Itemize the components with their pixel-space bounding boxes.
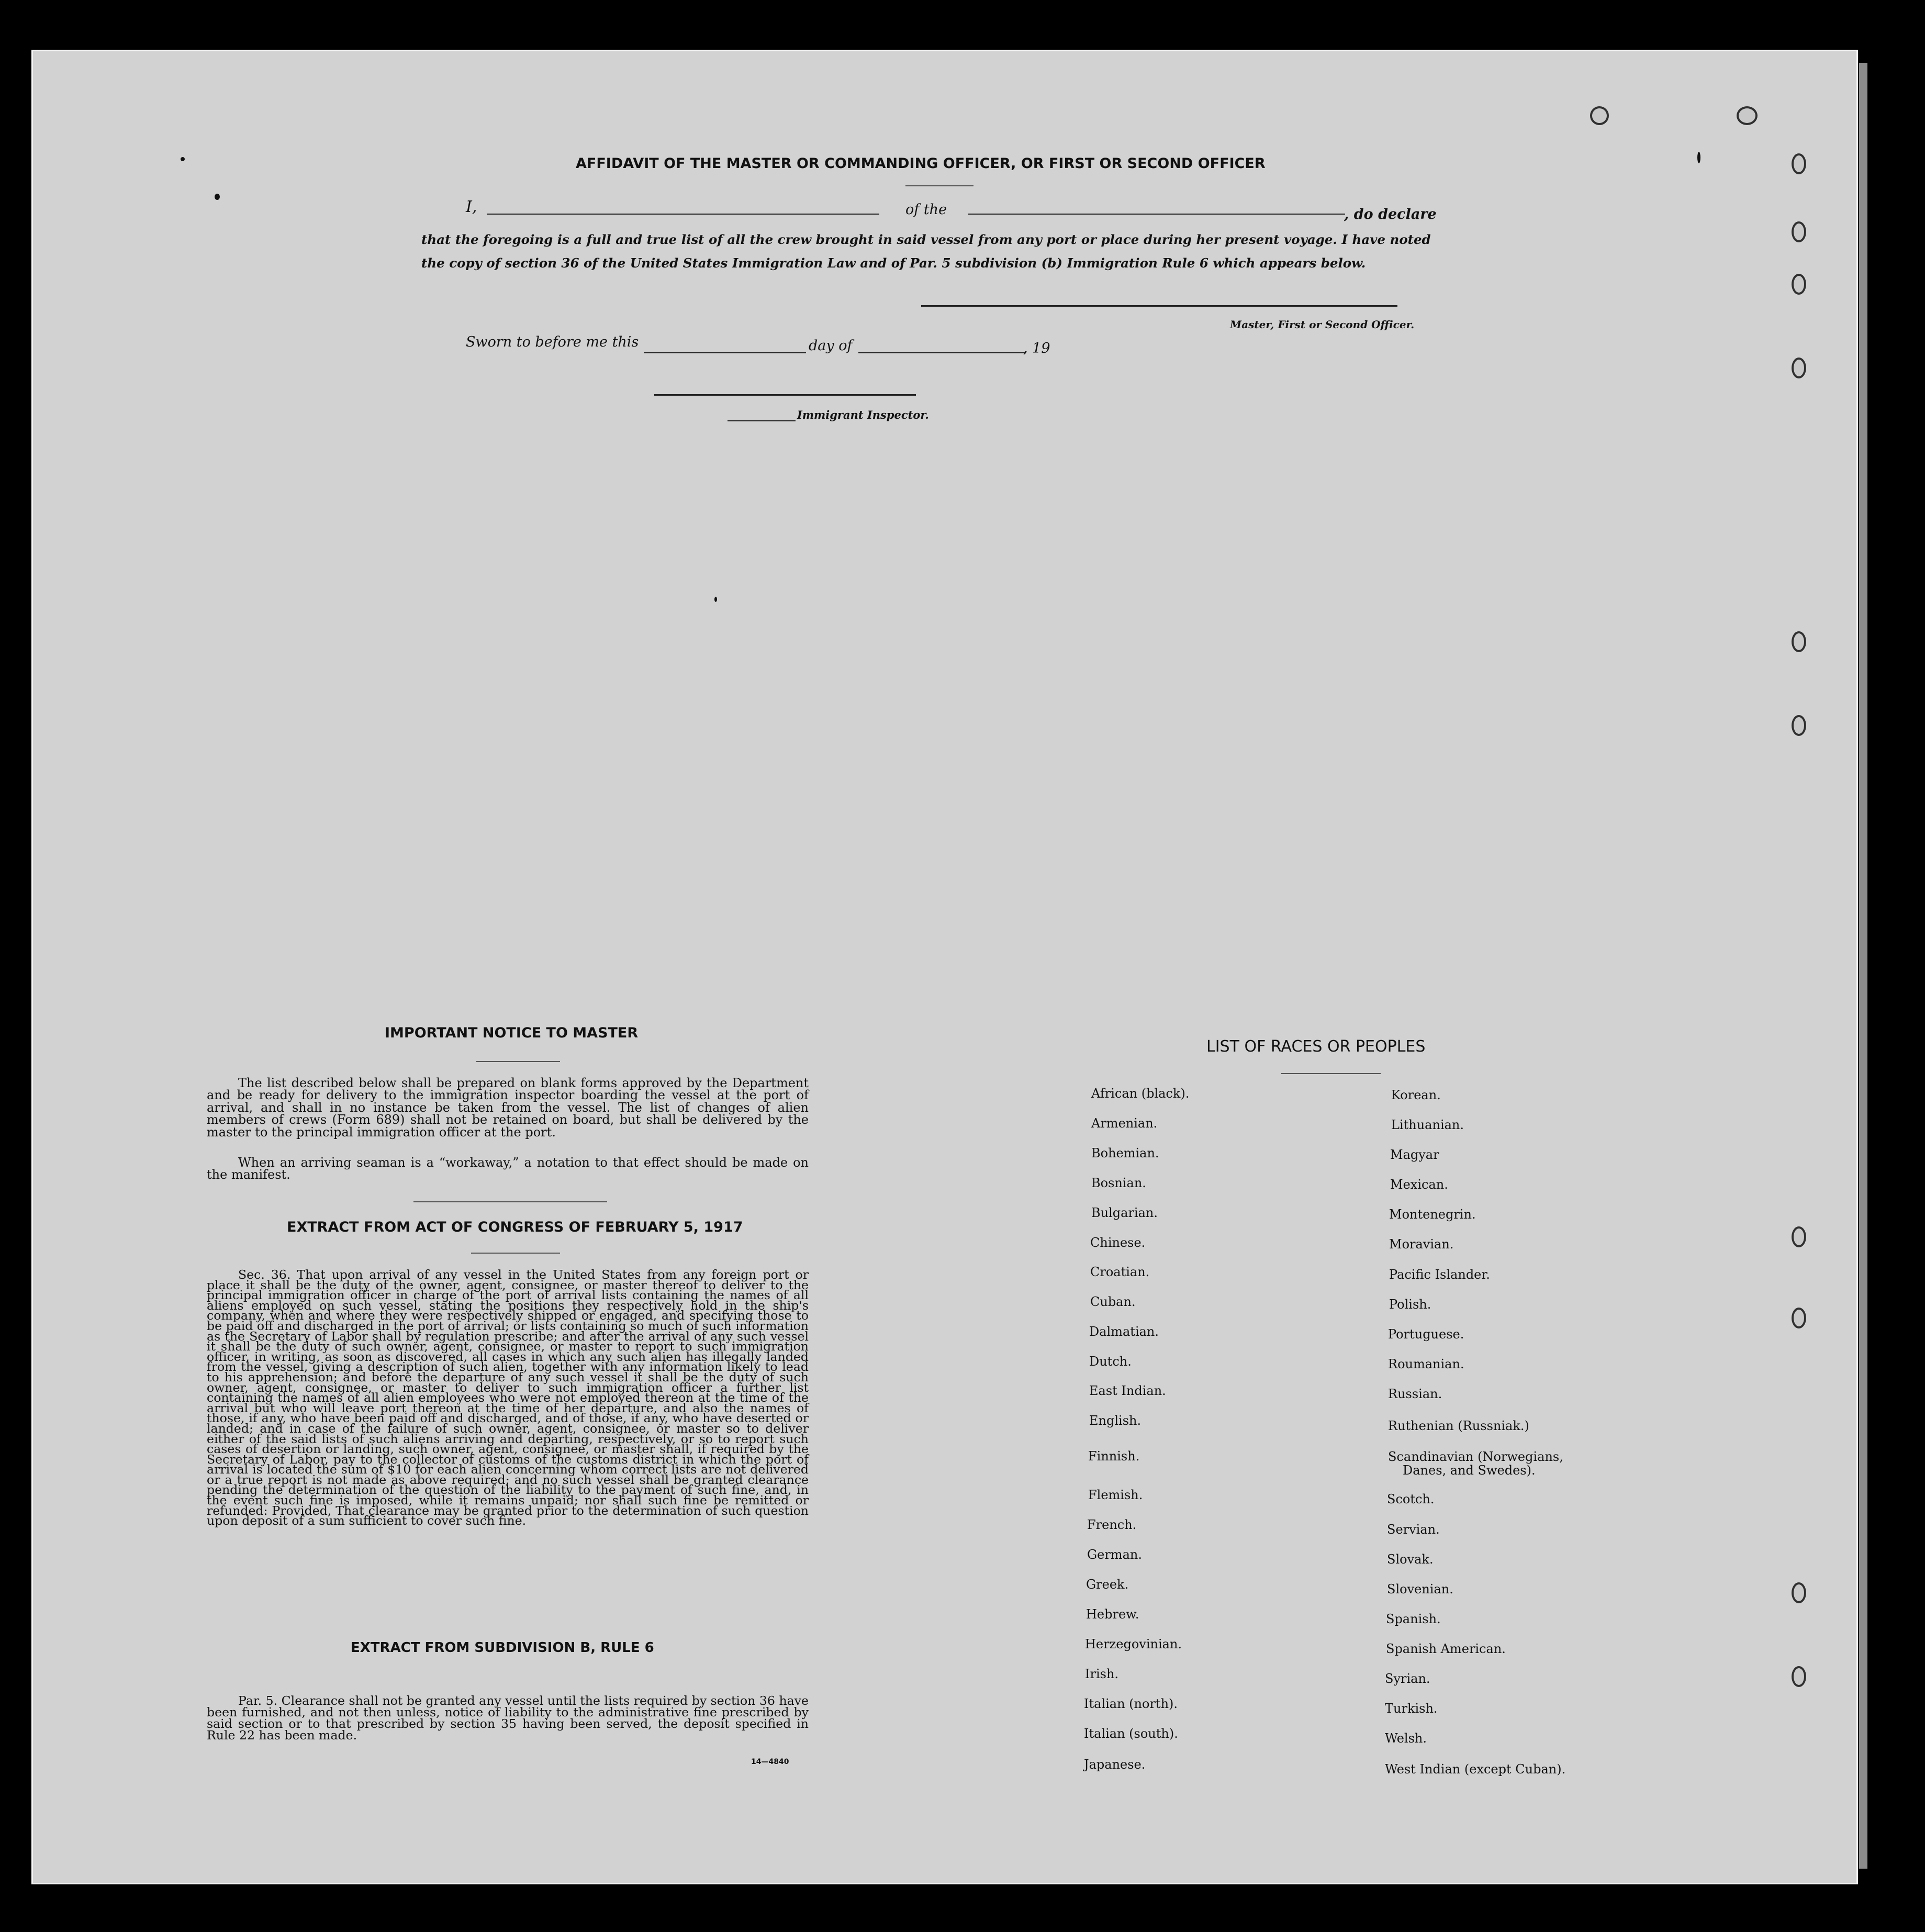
race-item: Hebrew. <box>1086 1607 1139 1622</box>
sworn-prefix: Sworn to before me this <box>466 334 639 350</box>
binder-hole <box>1737 106 1758 125</box>
inspector-label: Immigrant Inspector. <box>797 408 929 421</box>
race-item: Scotch. <box>1387 1492 1435 1506</box>
race-item: East Indian. <box>1089 1383 1166 1398</box>
race-item: Ruthenian (Russniak.) <box>1388 1419 1529 1433</box>
notice-paragraph-2: When an arriving seaman is a “workaway,” a notation to that effect should be made on the manifest. <box>207 1155 809 1182</box>
affidavit-text-line2: that the foregoing is a full and true list of all the crew brought in said vessel from any port or place during her present voyage. I have noted <box>421 232 1431 247</box>
race-item: Japanese. <box>1084 1757 1146 1772</box>
race-item: Greek. <box>1086 1577 1129 1592</box>
divider <box>1281 1073 1381 1074</box>
affidavit-do-declare: , do declare <box>1344 206 1437 222</box>
affidavit-i: I, <box>466 198 477 216</box>
ink-speck <box>215 194 220 200</box>
race-item: Servian. <box>1387 1522 1440 1537</box>
races-title: LIST OF RACES OR PEOPLES <box>1206 1037 1426 1056</box>
sworn-day-of: day of <box>809 338 853 354</box>
race-item: Scandinavian (Norwegians, <box>1388 1449 1563 1464</box>
race-item: Slovenian. <box>1387 1582 1453 1596</box>
binder-hole <box>1792 1226 1806 1247</box>
race-item: Armenian. <box>1091 1116 1158 1131</box>
affidavit-of-the: of the <box>905 202 947 218</box>
race-item: Polish. <box>1389 1297 1431 1312</box>
race-item: Bosnian. <box>1091 1176 1146 1190</box>
race-item: Croatian. <box>1090 1265 1150 1279</box>
notice-title: IMPORTANT NOTICE TO MASTER <box>385 1025 639 1041</box>
ink-speck <box>714 597 717 602</box>
race-item: French. <box>1087 1517 1137 1532</box>
race-item: Chinese. <box>1090 1235 1146 1250</box>
race-item: Dalmatian. <box>1089 1324 1159 1339</box>
race-item: Russian. <box>1388 1387 1442 1401</box>
race-item: Spanish American. <box>1386 1641 1506 1656</box>
race-item: Pacific Islander. <box>1389 1267 1490 1282</box>
form-number: 14—4840 <box>751 1758 789 1766</box>
race-item: Syrian. <box>1385 1671 1430 1686</box>
race-item: Finnish. <box>1088 1449 1140 1464</box>
race-item: Turkish. <box>1385 1701 1438 1716</box>
sworn-day-blank <box>644 352 806 353</box>
master-signature-line <box>921 305 1397 307</box>
race-item: African (black). <box>1091 1086 1190 1101</box>
binder-hole <box>1792 631 1806 652</box>
notice-paragraph-1: The list described below shall be prepared on blank forms approved by the Department and be ready for delivery to the immigration inspector boarding the vessel at the port of arrival, and shall in no instance be taken from the vessel. The list of changes of alien members of crews (Form 689) shall not be retained on board, but shall be delivered by the master to the principal immigration officer at the port. <box>207 1076 809 1140</box>
binder-hole <box>1792 1582 1806 1603</box>
act-section-36-text: Sec. 36. That upon arrival of any vessel in the United States from any foreign port or place it shall be the duty of the owner, agent, consignee, or master thereof to deliver to the principal immigration officer in charge of the port of arrival lists containing the names of all aliens employed on such vessel, stating the positions they respectively hold in the ship's company, when and where they were respectively shipped or engaged, and specifying those to be paid off and discharged in the port of arrival; or lists containing so much of such information as the Secretary of Labor shall by regulation prescribe; and after the arrival of any such vessel it shall be the duty of such owner, agent, consignee, or master to report to such immigration officer, in writing, as soon as discovered, all cases in which any such alien has illegally landed from the vessel, giving a description of such alien, together with any information likely to lead to his apprehension; and before the departure of any such vessel it shall be the duty of such owner, agent, consignee, or master to deliver to such immigration officer a further list containing the names of all alien employees who were not employed thereon at the time of the arrival but who will leave port thereon at the time of her departure, and also the names of those, if any, who have been paid off and discharged, and of those, if any, who have deserted or landed; and in case of the failure of such owner, agent, consignee, or master so to deliver either of the said lists of such aliens arriving and departing, respectively, or so to report such cases of desertion or landing, such owner, agent, consignee, or master shall, if required by the Secretary of Labor, pay to the collector of customs of the customs district in which the port of arrival is located the sum of $10 for each alien concerning whom correct lists are not delivered or a true report is not made as above required; and no such vessel shall be granted clearance pending the determination of the question of the liability to the payment of such fine, and, in the event such fine is imposed, while it remains unpaid; nor shall such fine be remitted or refunded: Provided, That clearance may be granted prior to the determination of such question upon deposit of a sum sufficient to cover such fine. <box>207 1267 809 1528</box>
binder-hole <box>1792 358 1806 378</box>
race-item: Dutch. <box>1089 1354 1132 1369</box>
race-item: Welsh. <box>1385 1731 1427 1746</box>
document-page <box>31 50 1858 1884</box>
race-item: Bohemian. <box>1091 1146 1159 1160</box>
ink-speck <box>1697 152 1700 163</box>
act-title: EXTRACT FROM ACT OF CONGRESS OF FEBRUARY 5, 1917 <box>287 1219 743 1235</box>
page-edge-shadow <box>1859 63 1867 1869</box>
race-item: Portuguese. <box>1388 1327 1464 1342</box>
inspector-signature-line <box>654 394 916 396</box>
race-item: Cuban. <box>1090 1294 1136 1309</box>
race-item: Danes, and Swedes). <box>1403 1463 1536 1478</box>
vessel-blank <box>968 214 1345 215</box>
binder-hole <box>1792 1666 1806 1687</box>
race-item: Korean. <box>1391 1088 1441 1102</box>
race-item: Italian (south). <box>1084 1726 1178 1741</box>
race-item: West Indian (except Cuban). <box>1385 1762 1566 1777</box>
sworn-year: , 19 <box>1023 340 1050 356</box>
race-item: Irish. <box>1085 1667 1119 1681</box>
race-item: Moravian. <box>1389 1237 1454 1252</box>
race-item: Italian (north). <box>1084 1696 1178 1711</box>
race-item: Roumanian. <box>1388 1357 1464 1371</box>
race-item: Flemish. <box>1088 1488 1143 1502</box>
race-item: Magyar <box>1390 1147 1439 1162</box>
race-item: Bulgarian. <box>1091 1205 1158 1220</box>
race-item: German. <box>1087 1547 1142 1562</box>
ink-speck <box>181 157 185 161</box>
race-item: Montenegrin. <box>1389 1207 1476 1222</box>
binder-hole <box>1792 1308 1806 1328</box>
divider <box>905 185 973 186</box>
race-item: English. <box>1089 1413 1141 1428</box>
name-blank <box>487 214 879 215</box>
binder-hole <box>1792 221 1806 242</box>
master-signature-label: Master, First or Second Officer. <box>1230 318 1415 331</box>
race-item: Lithuanian. <box>1391 1118 1464 1132</box>
divider <box>471 1253 560 1254</box>
divider <box>413 1201 607 1202</box>
binder-hole <box>1792 153 1806 174</box>
affidavit-text-line3: the copy of section 36 of the United States Immigration Law and of Par. 5 subdivision (b) Immigration Rule 6 which appears below. <box>421 255 1366 271</box>
binder-hole <box>1792 715 1806 736</box>
race-item: Herzegovinian. <box>1085 1637 1182 1651</box>
affidavit-title: AFFIDAVIT OF THE MASTER OR COMMANDING OFFICER, OR FIRST OR SECOND OFFICER <box>576 155 1266 172</box>
divider <box>476 1061 560 1062</box>
race-item: Slovak. <box>1387 1552 1434 1567</box>
inspector-leader-line <box>728 420 796 421</box>
race-item: Mexican. <box>1390 1177 1448 1192</box>
sworn-month-blank <box>858 352 1026 353</box>
rule-title: EXTRACT FROM SUBDIVISION B, RULE 6 <box>351 1640 654 1656</box>
race-item: Spanish. <box>1386 1612 1441 1626</box>
rule-par-5-text: Par. 5. Clearance shall not be granted any vessel until the lists required by section 36 have been furnished, and not then unless, notice of liability to the administrative fine prescribed by said section or to that prescribed by section 35 having been served, the deposit specified in Rule 22 has been made. <box>207 1693 809 1743</box>
binder-hole <box>1590 106 1609 125</box>
binder-hole <box>1792 274 1806 295</box>
